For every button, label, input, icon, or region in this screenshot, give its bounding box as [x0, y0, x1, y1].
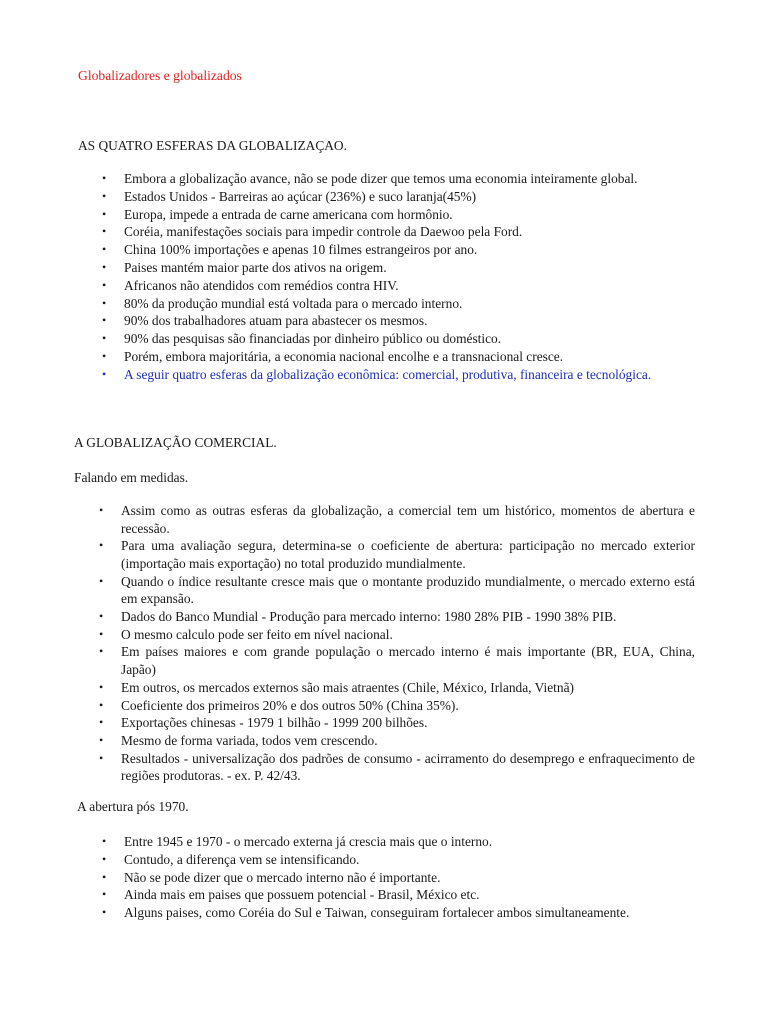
list-item: [102, 295, 695, 313]
list-item-text: Porém, embora majoritária, a economia nacional encolhe e a transnacional cresce.: [124, 348, 564, 364]
list-item-text: 80% da produção mundial está voltada para o mercado interno.: [124, 295, 463, 311]
bullet-icon: •: [102, 348, 107, 363]
list-item-text: Não se pode dizer que o mercado interno não é importante.: [124, 869, 441, 885]
list-item: [102, 223, 695, 241]
bullet-icon: •: [102, 206, 107, 221]
list-item-text: Entre 1945 e 1970 - o mercado externa já crescia mais que o interno.: [124, 834, 493, 849]
list-item-text: Em países maiores e com grande população o mercado interno é mais importante (BR, EUA, China, Japão): [121, 644, 695, 677]
list-item: [99, 537, 695, 572]
bullet-icon: •: [99, 750, 104, 765]
list-item: [102, 277, 695, 295]
list-item-text: Dados do Banco Mundial - Produção para mercado interno: 1980 28% PIB - 1990 38% PIB.: [121, 608, 617, 624]
list-item: [102, 904, 695, 922]
list-item: [99, 502, 695, 537]
list-item: [102, 366, 695, 384]
list-item-text: O mesmo calculo pode ser feito em nível nacional.: [121, 626, 393, 642]
list-item-text: Para uma avaliação segura, determina-se o coeficiente de abertura: participação no mercado exterior (importação mais exportação) no total produzido mundialmente.: [121, 538, 695, 571]
bullet-icon: •: [99, 697, 104, 712]
list-item-text: A seguir quatro esferas da globalização econômica: comercial, produtiva, financeira e tecnológica.: [124, 366, 652, 382]
bullet-icon: •: [102, 834, 107, 848]
list-item: [102, 886, 695, 904]
list-item-text: Alguns paises, como Coréia do Sul e Taiwan, conseguiram fortalecer ambos simultaneamente.: [124, 905, 630, 921]
list-item-text: Quando o índice resultante cresce mais que o montante produzido mundialmente, o mercado externo está em expansão.: [121, 573, 695, 607]
list-item: [99, 732, 695, 750]
list-item-text: Paises mantém maior parte dos ativos na origem.: [124, 259, 387, 275]
list-item: [99, 714, 695, 732]
list-item: [102, 188, 695, 206]
list-item: [102, 170, 695, 188]
list-item: [102, 851, 695, 869]
list-item: [102, 348, 695, 366]
list-item-text: 90% dos trabalhadores atuam para abastecer os mesmos.: [124, 313, 428, 329]
list-item-text: Ainda mais em paises que possuem potencial - Brasil, México etc.: [124, 887, 480, 903]
list-item: [99, 697, 695, 715]
list-item: [102, 869, 695, 887]
bullet-icon: •: [102, 188, 107, 203]
bullet-icon: •: [102, 313, 107, 328]
bullet-icon: •: [99, 715, 104, 730]
bullet-icon: •: [102, 242, 107, 257]
bullet-icon: •: [99, 644, 104, 659]
bullet-icon: •: [102, 331, 107, 346]
bullet-icon: •: [102, 224, 107, 239]
bullet-list-quatro-esferas: [102, 170, 695, 384]
bullet-icon: •: [102, 887, 107, 902]
bullet-icon: •: [99, 538, 104, 553]
bullet-icon: •: [102, 171, 107, 185]
bullet-icon: •: [102, 277, 107, 292]
list-item: [102, 330, 695, 348]
bullet-icon: •: [99, 573, 104, 588]
list-item: [99, 643, 695, 678]
list-item-text: China 100% importações e apenas 10 filmes estrangeiros por ano.: [124, 242, 478, 258]
list-item-text: Estados Unidos - Barreiras ao açúcar (236%) e suco laranja(45%): [124, 188, 477, 204]
bullet-icon: •: [102, 259, 107, 274]
list-item-text: Contudo, a diferença vem se intensificando.: [124, 851, 360, 867]
list-item-text: Resultados - universalização dos padrões de consumo - acirramento do desemprego e enfraquecimento de regiões produtoras. - ex. P. 42/43.: [121, 750, 695, 784]
bullet-list-globalizacao-comercial: [99, 502, 695, 785]
list-item: [102, 206, 695, 224]
list-item-text: Assim como as outras esferas da globalização, a comercial tem um histórico, momentos de abertura e recessão.: [121, 503, 695, 536]
list-item: [99, 750, 695, 785]
bullet-icon: •: [99, 733, 104, 748]
list-item-text: Coeficiente dos primeiros 20% e dos outros 50% (China 35%).: [121, 697, 459, 713]
list-item-text: Africanos não atendidos com remédios contra HIV.: [124, 277, 399, 293]
list-item-text: Mesmo de forma variada, todos vem crescendo.: [121, 733, 378, 749]
bullet-icon: •: [99, 608, 104, 623]
list-item-text: Europa, impede a entrada de carne americana com hormônio.: [124, 206, 453, 222]
list-item: [102, 312, 695, 330]
bullet-icon: •: [102, 869, 107, 884]
list-item: [99, 626, 695, 644]
list-item-text: Em outros, os mercados externos são mais atraentes (Chile, México, Irlanda, Vietnã): [121, 679, 574, 695]
list-item-text: Embora a globalização avance, não se pode dizer que temos uma economia inteiramente global.: [124, 171, 638, 186]
list-item-text: 90% das pesquisas são financiadas por dinheiro público ou doméstico.: [124, 331, 502, 347]
paragraph-falando-em-medidas: Falando em medidas.: [74, 470, 189, 485]
bullet-icon: •: [99, 679, 104, 694]
list-item: [102, 833, 695, 851]
list-item-text: Coréia, manifestações sociais para impedir controle da Daewoo pela Ford.: [124, 224, 523, 240]
list-item: [99, 573, 695, 608]
bullet-icon: •: [102, 851, 107, 866]
list-item: [102, 259, 695, 277]
paragraph-abertura-pos-1970: A abertura pós 1970.: [77, 799, 189, 814]
bullet-icon: •: [99, 503, 104, 517]
section-heading-quatro-esferas: AS QUATRO ESFERAS DA GLOBALIZAÇAO.: [78, 138, 347, 153]
list-item: [99, 679, 695, 697]
section-heading-globalizacao-comercial: A GLOBALIZAÇÃO COMERCIAL.: [74, 435, 277, 450]
list-item-text: Exportações chinesas - 1979 1 bilhão - 1999 200 bilhões.: [121, 715, 428, 731]
document-title: Globalizadores e globalizados: [78, 68, 242, 83]
bullet-list-abertura-pos-1970: [102, 833, 695, 922]
bullet-icon: •: [102, 366, 107, 381]
bullet-icon: •: [102, 295, 107, 310]
bullet-icon: •: [99, 626, 104, 641]
list-item: [102, 241, 695, 259]
list-item: [99, 608, 695, 626]
bullet-icon: •: [102, 905, 107, 920]
